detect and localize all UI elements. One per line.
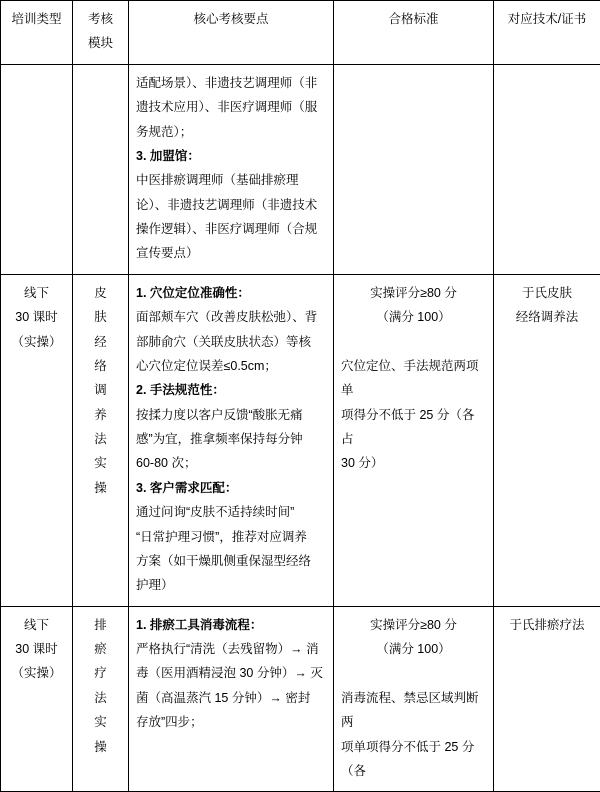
cell-training-type	[1, 606, 73, 792]
point-line-heading: 1. 排瘀工具消毒流程：	[136, 613, 326, 637]
module-char: 调	[80, 378, 121, 402]
table-row	[1, 274, 600, 606]
standard-line: （满分 100）	[341, 305, 486, 329]
training-type-line: 30 课时	[8, 637, 65, 661]
point-line: 遗技术应用）、非医疗调理师（服	[136, 95, 326, 119]
table-header-row	[1, 1, 600, 65]
standard-line: 项得分不低于 25 分（各占	[341, 403, 486, 452]
module-char: 瘀	[80, 637, 121, 661]
standard-line: 30 分）	[341, 451, 486, 475]
point-line: 部肺俞穴（关联皮肤状态）等核	[136, 330, 326, 354]
module-char: 皮	[80, 281, 121, 305]
module-char: 操	[80, 735, 121, 759]
cell-training-type	[1, 64, 73, 274]
module-char: 法	[80, 427, 121, 451]
training-type-line: 线下	[8, 281, 65, 305]
header-assessment-module-line1: 考核	[80, 7, 121, 31]
cell-module	[73, 274, 129, 606]
table-row	[1, 64, 600, 274]
point-line: 中医排瘀调理师（基础排瘀理	[136, 168, 326, 192]
standard-line: 消毒流程、禁忌区域判断两	[341, 686, 486, 735]
point-line: 毒（医用酒精浸泡 30 分钟）→ 灭	[136, 661, 326, 685]
training-type-line: （实操）	[8, 661, 65, 685]
header-assessment-module	[73, 1, 129, 65]
point-line: 宣传要点）	[136, 241, 326, 265]
cell-core-points	[129, 64, 334, 274]
point-line: 按揉力度以客户反馈“酸胀无痛	[136, 403, 326, 427]
cell-module	[73, 64, 129, 274]
standard-line: 项单项得分不低于 25 分（各	[341, 735, 486, 784]
standard-line: 实操评分≥80 分	[341, 281, 486, 305]
module-char: 操	[80, 476, 121, 500]
standard-spacer	[341, 661, 486, 685]
point-line-heading: 3. 客户需求匹配：	[136, 476, 326, 500]
point-line: 60-80 次；	[136, 451, 326, 475]
module-char: 疗	[80, 661, 121, 685]
point-line: 存放”四步；	[136, 710, 326, 734]
table-header	[1, 1, 600, 65]
training-type-line: 30 课时	[8, 305, 65, 329]
point-line: 方案（如干燥肌侧重保湿型经络	[136, 549, 326, 573]
module-char: 养	[80, 403, 121, 427]
cell-module	[73, 606, 129, 792]
cell-pass-standard	[334, 606, 494, 792]
point-line-heading: 2. 手法规范性：	[136, 378, 326, 402]
point-line: 严格执行“清洗（去残留物）→ 消	[136, 637, 326, 661]
point-line: 通过问询“皮肤不适持续时间”	[136, 500, 326, 524]
point-line: 菌（高温蒸汽 15 分钟）→ 密封	[136, 686, 326, 710]
table-body	[1, 64, 600, 792]
training-type-line: 线下	[8, 613, 65, 637]
module-char: 肤	[80, 305, 121, 329]
standard-line: 实操评分≥80 分	[341, 613, 486, 637]
point-line: 感”为宜，推拿频率保持每分钟	[136, 427, 326, 451]
table-row	[1, 606, 600, 792]
header-training-type: 培训类型	[1, 1, 73, 65]
header-assessment-module-line2: 模块	[80, 31, 121, 55]
cell-technique-certificate	[494, 274, 600, 606]
module-char: 实	[80, 451, 121, 475]
standard-line: 穴位定位、手法规范两项单	[341, 354, 486, 403]
certificate-line: 于氏排瘀疗法	[501, 613, 593, 637]
module-char: 排	[80, 613, 121, 637]
standard-line: （满分 100）	[341, 637, 486, 661]
point-line: 适配场景）、非遗技艺调理师（非	[136, 71, 326, 95]
training-type-line: （实操）	[8, 330, 65, 354]
point-line: 面部颊车穴（改善皮肤松弛）、背	[136, 305, 326, 329]
module-char: 经	[80, 330, 121, 354]
header-technique-certificate: 对应技术/证书	[494, 1, 600, 65]
point-line: 论）、非遗技艺调理师（非遗技术	[136, 193, 326, 217]
cell-core-points	[129, 606, 334, 792]
point-line: 心穴位定位误差≤0.5cm；	[136, 354, 326, 378]
point-line: 护理）	[136, 573, 326, 597]
cell-pass-standard	[334, 64, 494, 274]
point-line-heading: 1. 穴位定位准确性：	[136, 281, 326, 305]
cell-pass-standard	[334, 274, 494, 606]
point-line: 操作逻辑）、非医疗调理师（合规	[136, 217, 326, 241]
cell-training-type	[1, 274, 73, 606]
certificate-line: 经络调养法	[501, 305, 593, 329]
point-line-heading: 3. 加盟馆：	[136, 144, 326, 168]
module-char: 法	[80, 686, 121, 710]
cell-technique-certificate	[494, 64, 600, 274]
cell-core-points	[129, 274, 334, 606]
header-core-points: 核心考核要点	[129, 1, 334, 65]
module-char: 实	[80, 710, 121, 734]
header-pass-standard: 合格标准	[334, 1, 494, 65]
point-line: “日常护理习惯”，推荐对应调养	[136, 525, 326, 549]
point-line: 务规范）；	[136, 120, 326, 144]
certificate-line: 于氏皮肤	[501, 281, 593, 305]
cell-technique-certificate	[494, 606, 600, 792]
module-char: 络	[80, 354, 121, 378]
standard-spacer	[341, 330, 486, 354]
